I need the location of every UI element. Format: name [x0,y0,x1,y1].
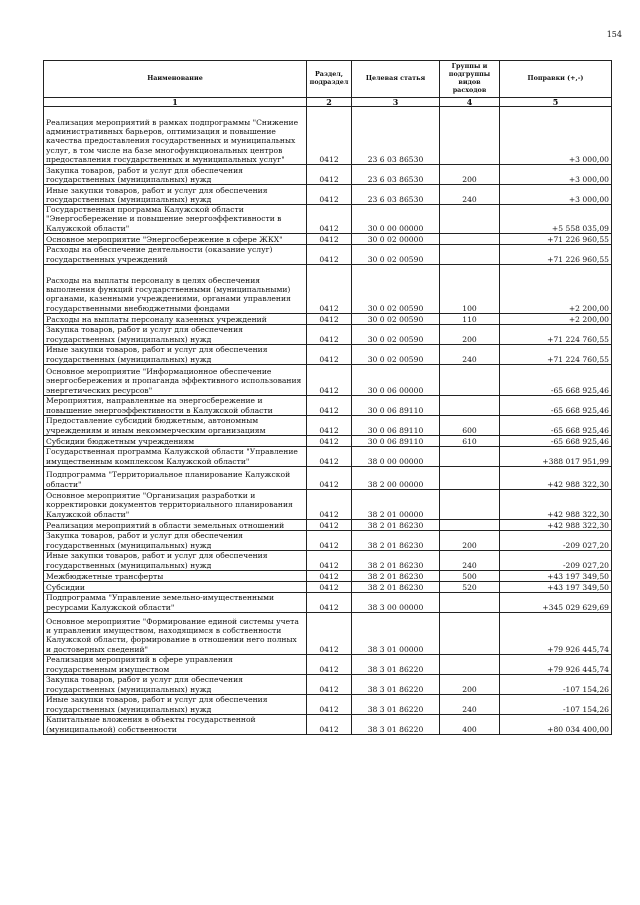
row-group: 100 [440,264,500,313]
row-group: 200 [440,324,500,344]
header-amendment: Поправки (+,-) [500,61,612,98]
table-row [44,466,612,489]
table-row [44,530,612,550]
table-row [44,264,612,313]
row-name: Иные закупки товаров, работ и услуг для обеспечения государственных (муниципальных) нужд [44,694,307,714]
row-target: 30 0 02 00590 [352,313,440,324]
row-section: 0412 [307,581,352,592]
row-section: 0412 [307,313,352,324]
header-section: Раздел, подраздел [307,61,352,98]
table-row [44,570,612,581]
row-amount: -209 027,20 [500,550,612,570]
row-section: 0412 [307,612,352,654]
row-section: 0412 [307,654,352,674]
table-row [44,714,612,734]
row-group: 240 [440,694,500,714]
table-row [44,446,612,466]
row-group: 110 [440,313,500,324]
row-section: 0412 [307,466,352,489]
row-name: Капитальные вложения в объекты государственной (муниципальной) собственности [44,714,307,734]
row-group: 240 [440,344,500,364]
column-number: 4 [440,98,500,107]
row-amount: +3 000,00 [500,165,612,185]
table-row [44,592,612,612]
row-group [440,364,500,395]
table-row [44,107,612,165]
row-section: 0412 [307,694,352,714]
row-target: 38 2 01 86230 [352,550,440,570]
page-number: 154 [606,30,622,39]
row-amount: -65 668 925,46 [500,435,612,446]
row-target: 30 0 06 00000 [352,364,440,395]
column-number: 2 [307,98,352,107]
row-group: 200 [440,674,500,694]
row-section: 0412 [307,489,352,519]
row-section: 0412 [307,592,352,612]
row-amount: +2 200,00 [500,313,612,324]
table-row [44,489,612,519]
row-target: 38 3 01 86220 [352,694,440,714]
row-name: Закупка товаров, работ и услуг для обеспечения государственных (муниципальных) нужд [44,674,307,694]
table-row [44,550,612,570]
row-amount: -209 027,20 [500,530,612,550]
row-target: 23 6 03 86530 [352,107,440,165]
row-section: 0412 [307,435,352,446]
row-target: 30 0 02 00590 [352,264,440,313]
row-section: 0412 [307,165,352,185]
row-group: 400 [440,714,500,734]
row-name: Иные закупки товаров, работ и услуг для обеспечения государственных (муниципальных) нужд [44,185,307,205]
row-target: 38 0 00 00000 [352,446,440,466]
row-section: 0412 [307,364,352,395]
column-number: 3 [352,98,440,107]
row-amount: -65 668 925,46 [500,415,612,435]
row-group [440,205,500,234]
table-row [44,233,612,244]
row-name: Основное мероприятие "Формирование единой системы учета и управления имуществом, находящимся в собственности Калужской области, формирование в отношении него полных и достоверных сведений" [44,612,307,654]
row-section: 0412 [307,264,352,313]
table-row [44,612,612,654]
row-group [440,592,500,612]
row-amount: +79 926 445,74 [500,612,612,654]
row-amount: +80 034 400,00 [500,714,612,734]
row-group [440,519,500,530]
row-section: 0412 [307,107,352,165]
row-amount: +2 200,00 [500,264,612,313]
table-row [44,185,612,205]
row-target: 38 3 01 00000 [352,612,440,654]
row-target: 38 3 01 86220 [352,654,440,674]
header-row [44,61,612,98]
header-name: Наименование [44,61,307,98]
row-section: 0412 [307,446,352,466]
row-amount: -107 154,26 [500,674,612,694]
row-amount: +5 558 035,09 [500,205,612,234]
row-name: Основное мероприятие "Энергосбережение в сфере ЖКХ" [44,233,307,244]
row-group: 520 [440,581,500,592]
row-name: Закупка товаров, работ и услуг для обеспечения государственных (муниципальных) нужд [44,324,307,344]
row-name: Иные закупки товаров, работ и услуг для обеспечения государственных (муниципальных) нужд [44,550,307,570]
row-amount: -107 154,26 [500,694,612,714]
row-section: 0412 [307,233,352,244]
row-amount: -65 668 925,46 [500,364,612,395]
row-name: Межбюджетные трансферты [44,570,307,581]
row-target: 38 2 01 86230 [352,530,440,550]
row-name: Основное мероприятие "Организация разработки и корректировки документов территориального планирования Калужской области" [44,489,307,519]
row-group [440,489,500,519]
row-target: 38 3 01 86220 [352,714,440,734]
row-name: Реализация мероприятий в сфере управления государственным имуществом [44,654,307,674]
row-group: 240 [440,550,500,570]
row-section: 0412 [307,550,352,570]
row-target: 23 6 03 86530 [352,165,440,185]
row-target: 38 3 01 86220 [352,674,440,694]
row-name: Закупка товаров, работ и услуг для обеспечения государственных (муниципальных) нужд [44,530,307,550]
row-amount: +345 029 629,69 [500,592,612,612]
table-row [44,165,612,185]
row-amount: +71 224 760,55 [500,344,612,364]
budget-table [43,60,612,735]
row-target: 30 0 06 89110 [352,415,440,435]
header-target: Целевая статья [352,61,440,98]
row-group [440,466,500,489]
row-group: 240 [440,185,500,205]
row-name: Мероприятия, направленные на энергосбережение и повышение энергоэффективности в Калужской области [44,395,307,415]
row-target: 30 0 02 00000 [352,233,440,244]
table-row [44,324,612,344]
row-section: 0412 [307,205,352,234]
row-name: Реализация мероприятий в области земельных отношений [44,519,307,530]
column-number: 5 [500,98,612,107]
row-name: Реализация мероприятий в рамках подпрограммы "Снижение административных барьеров, оптимизация и повышение качества предоставления государственных и муниципальных услуг, в том числе на базе многофункциональных центров предоставления государственных и муниципальных услуг" [44,107,307,165]
header-group: Группы и подгруппы видов расходов [440,61,500,98]
table-row [44,364,612,395]
table-row [44,581,612,592]
table-row [44,313,612,324]
row-target: 38 2 01 86230 [352,570,440,581]
row-section: 0412 [307,714,352,734]
row-amount: -65 668 925,46 [500,395,612,415]
row-section: 0412 [307,570,352,581]
row-target: 30 0 02 00590 [352,324,440,344]
row-section: 0412 [307,324,352,344]
row-amount: +3 000,00 [500,185,612,205]
row-section: 0412 [307,395,352,415]
row-target: 30 0 00 00000 [352,205,440,234]
row-group: 500 [440,570,500,581]
row-amount: +43 197 349,50 [500,570,612,581]
row-target: 38 2 01 86230 [352,581,440,592]
row-amount: +42 988 322,30 [500,466,612,489]
row-name: Расходы на обеспечение деятельности (оказание услуг) государственных учреждений [44,244,307,264]
table-row [44,244,612,264]
row-name: Государственная программа Калужской области "Управление имущественным комплексом Калужской области" [44,446,307,466]
row-group [440,244,500,264]
table-row [44,344,612,364]
row-name: Субсидии [44,581,307,592]
row-group: 200 [440,165,500,185]
row-name: Субсидии бюджетным учреждениям [44,435,307,446]
row-target: 23 6 03 86530 [352,185,440,205]
row-amount: +42 988 322,30 [500,519,612,530]
row-group [440,654,500,674]
row-section: 0412 [307,519,352,530]
row-section: 0412 [307,185,352,205]
row-group: 600 [440,415,500,435]
row-amount: +42 988 322,30 [500,489,612,519]
table-row [44,415,612,435]
row-section: 0412 [307,530,352,550]
row-amount: +71 224 760,55 [500,324,612,344]
table-row [44,205,612,234]
row-amount: +388 017 951,99 [500,446,612,466]
row-name: Подпрограмма "Управление земельно-имущественными ресурсами Калужской области" [44,592,307,612]
column-number-row [44,98,612,107]
table-row [44,694,612,714]
row-section: 0412 [307,415,352,435]
table-row [44,519,612,530]
row-section: 0412 [307,674,352,694]
row-group: 200 [440,530,500,550]
row-target: 38 2 00 00000 [352,466,440,489]
row-group [440,612,500,654]
row-amount: +71 226 960,55 [500,233,612,244]
row-section: 0412 [307,244,352,264]
row-target: 38 2 01 00000 [352,489,440,519]
row-target: 30 0 06 89110 [352,395,440,415]
row-group [440,233,500,244]
row-group: 610 [440,435,500,446]
table-row [44,654,612,674]
row-amount: +79 926 445,74 [500,654,612,674]
row-amount: +3 000,00 [500,107,612,165]
row-target: 30 0 02 00590 [352,244,440,264]
row-target: 30 0 06 89110 [352,435,440,446]
row-name: Иные закупки товаров, работ и услуг для обеспечения государственных (муниципальных) нужд [44,344,307,364]
row-name: Государственная программа Калужской области "Энергосбережение и повышение энергоэффективности в Калужской области" [44,205,307,234]
row-group [440,107,500,165]
row-target: 38 3 00 00000 [352,592,440,612]
table-row [44,674,612,694]
table-row [44,435,612,446]
table-body [44,107,612,735]
row-group [440,395,500,415]
row-amount: +71 226 960,55 [500,244,612,264]
row-target: 38 2 01 86230 [352,519,440,530]
table-row [44,395,612,415]
row-name: Закупка товаров, работ и услуг для обеспечения государственных (муниципальных) нужд [44,165,307,185]
row-group [440,446,500,466]
row-name: Расходы на выплаты персоналу казенных учреждений [44,313,307,324]
row-name: Основное мероприятие "Информационное обеспечение энергосбережения и пропаганда эффективного использования энергетических ресурсов" [44,364,307,395]
row-name: Расходы на выплаты персоналу в целях обеспечения выполнения функций государственными (муниципальными) органами, казенными учреждениями, органами управления государственными внебюджетными фондами [44,264,307,313]
row-amount: +43 197 349,50 [500,581,612,592]
row-name: Предоставление субсидий бюджетным, автономным учреждениям и иным некоммерческим организациям [44,415,307,435]
column-number: 1 [44,98,307,107]
row-target: 30 0 02 00590 [352,344,440,364]
row-section: 0412 [307,344,352,364]
row-name: Подпрограмма "Территориальное планирование Калужской области" [44,466,307,489]
